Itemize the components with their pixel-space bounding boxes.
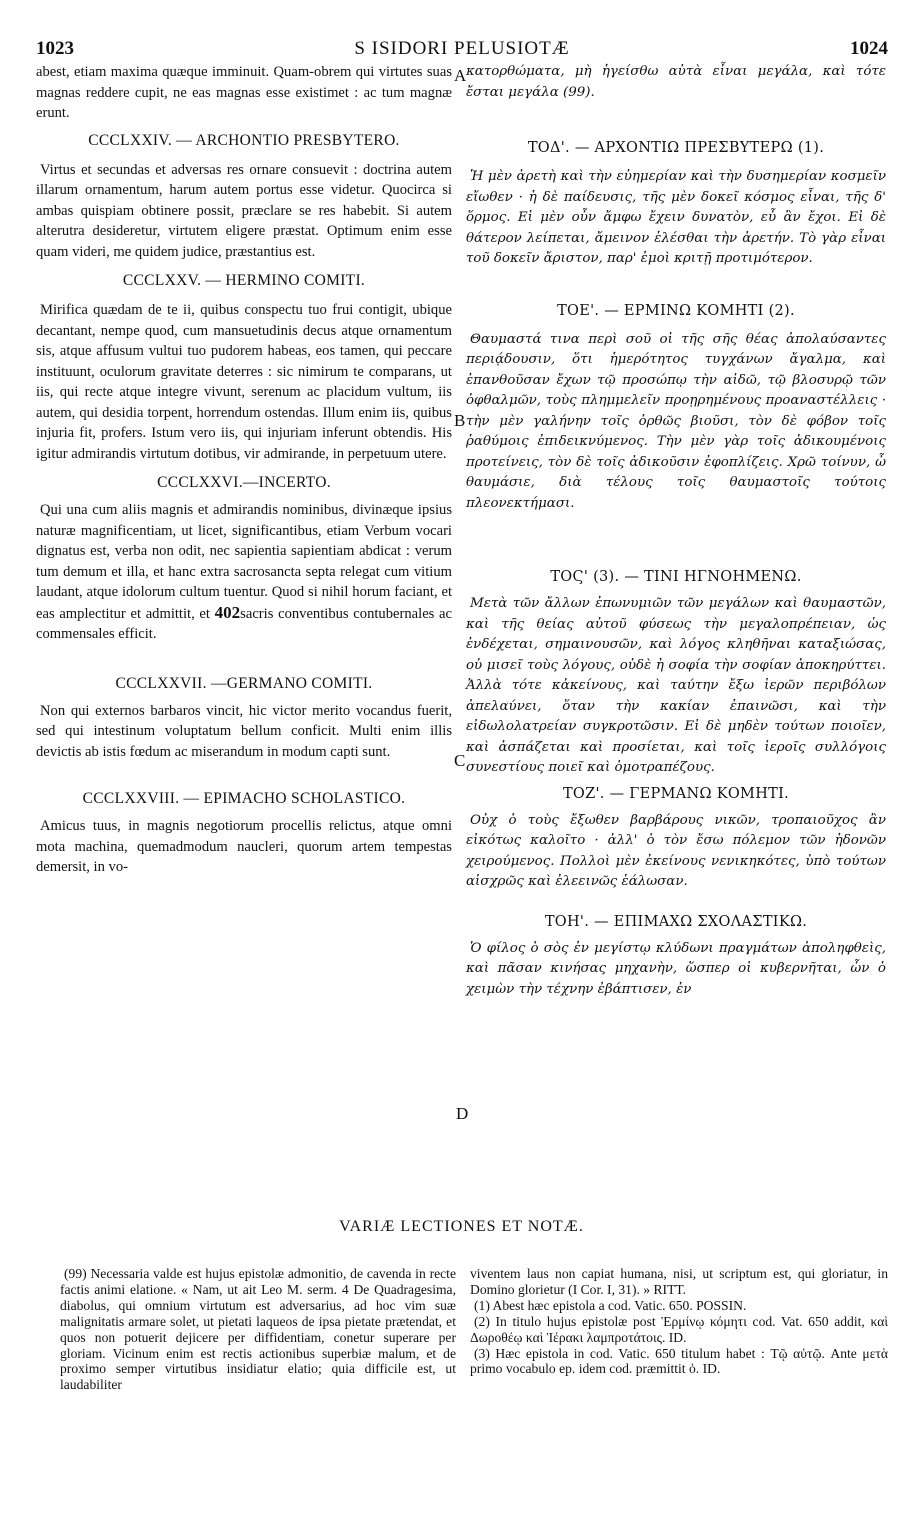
- notes-right-column: [470, 1266, 888, 1377]
- latin-letter-376-part-a: Qui una cum aliis magnis et admirandis nominibus, divinæque ipsius naturæ magnificentiam, ut licet, significantibus, etiam Verbum vocari dignatus est, verba non odit, nec sapientia sapientiam abdicat : verum tum demum et illa, et hanc extra sacrosancta septa relegat cum vitium laudant, atque idolorum cultum tuentur. Quod si nihil horum faciant, et eas amplectitur et admittit, et: [36, 502, 452, 622]
- notes-title: VARIÆ LECTIONES ET NOTÆ.: [339, 1218, 584, 1235]
- margin-letter-c: C: [454, 751, 466, 770]
- column-marker-402: 402: [214, 602, 241, 622]
- latin-column: [36, 62, 452, 878]
- latin-letter-374: Virtus et secundas et adversas res ornare consuevit : doctrina autem illarum ornamentum, harum autem portus esse videtur. Quocirca si ambas quispiam obtinere possit, præclare se res habebit. Si autem alterutra desideretur, virtutem eligere præstat. Optimum enim esse quam videri, me quidem judice, præstantius est.: [36, 161, 452, 260]
- greek-letter-375: Θαυμαστά τινα περὶ σοῦ οἱ τῆς σῆς θέας ἀπολαύσαντες περιᾴδουσιν, ὅτι ἡμερότητος τυγχάνων ἄγαλμα, καὶ ἐπανθοῦσαν ἔχων τῷ προσώπῳ τὴν αἰδῶ, τῷ βλοσυρῷ τῶν ὀφθαλμῶν, τοὺς πλημμελεῖν προῃρημένους προαναστέλλεις · τὴν μὲν γαλήνην τοῖς ὀρθῶς βιοῦσι, τὸν δὲ φόβον τοῖς ῥαθύμοις ἐπιδεικνύμενος. Τὴν μὲν γὰρ τοῖς ἀδικουμένοις προτείνεις, τὸν δὲ τοῖς ἀδικοῦσιν ἐφοπλίζεις. Χρῶ τοίνυν, ὦ θαυμάσιε, διὰ τέλους τοῖς θαυμαστοῖς τούτοις πλεονεκτήμασι.: [466, 331, 886, 511]
- latin-heading-377: CCCLXXVII. —GERMANO COMITI.: [115, 674, 373, 692]
- greek-heading-377: ΤΟΖ'. — ΓΕΡΜΑΝΩ ΚΟΜΗΤΙ.: [562, 785, 790, 802]
- note-99: (99) Necessaria valde est hujus epistolæ admonitio, de cavenda in recte factis animi elatione. « Nam, ut ait Leo M. serm. 4 De Quadragesima, diabolus, qui omnium virtutum est adversarius, ad hoc vim suæ malignitatis armare solet, ut pietati laqueos de ipsa pietate prætendat, et quos non potuerit dejicere per diffidentiam, conetur superare per gloriam. Vicinum enim est rectis actionibus superbiæ malum, et de proximo semper virtutibus insidiatur elatio; quia difficile est, ut laudabiliter: [60, 1266, 456, 1393]
- greek-letter-377: Οὐχ ὁ τοὺς ἔξωθεν βαρβάρους νικῶν, τροπαιοῦχος ἂν εἰκότως καλοῖτο · ἀλλ' ὁ τὸν ἔσω πόλεμον τῶν ἡδονῶν χειρούμενος. Πολλοὶ μὲν ἐκείνους νενικηκότες, ὑπὸ τούτων αἰσχρῶς καὶ ἐλεεινῶς ἑάλωσαν.: [466, 812, 886, 889]
- margin-letter-b: B: [454, 411, 466, 430]
- latin-letter-376: [36, 500, 452, 645]
- note-3: (3) Hæc epistola in cod. Vatic. 650 titulum habet : Τῷ αὐτῷ. Ante μετὰ primo vocabulo ep. idem cod. præmittit ὁ. ID.: [470, 1345, 888, 1377]
- latin-letter-376-part-b: sacris conventibus contubernales ac commensales efficit.: [36, 605, 452, 642]
- note-1: (1) Abest hæc epistola a cod. Vatic. 650. POSSIN.: [474, 1297, 747, 1313]
- margin-letter-d: D: [456, 1104, 469, 1123]
- latin-heading-375: CCCLXXV. — HERMINO COMITI.: [122, 272, 366, 289]
- latin-letter-375: Mirifica quædam de te ii, quibus conspectu tuo frui contigit, ubique decantant, nempe quod, cum mansuetudinis decus atque ornamentum sis, atque affusum vultui tuo pudorem habeas, eos tamen, qui peccare instituunt, oculorum gravitate deterres : sic nimirum te comparans, ut iis, qui recte atque integre vivunt, serenum ac placidum vultum, iis autem, qui desidia torpent, horrendum ostendas. Illum enim iis, quibus injuria fit, profers. Istum vero iis, qui injuriam inferunt obtendis. His igitur admirandis virtutum dotibus, vir admirande, in perpetuum utere.: [36, 302, 452, 462]
- greek-heading-374: ΤΟΔ'. — ΑΡΧΟΝΤΙΩ ΠΡΕΣΒΥΤΕΡΩ (1).: [527, 140, 825, 156]
- latin-heading-378: CCCLXXVIII. — EPIMACHO SCHOLASTICO.: [82, 790, 406, 807]
- note-99-continued: viventem laus non capiat humana, nisi, ut scriptum est, qui gloriatur, in Domino glorietur (I Cor. I, 31). » RITT.: [470, 1266, 888, 1297]
- greek-heading-378: ΤΟΗ'. — ΕΠΙΜΑΧΩ ΣΧΟΛΑΣΤΙΚΩ.: [544, 913, 808, 930]
- page-header: [28, 38, 896, 62]
- running-title: S ISIDORI PELUSIOTÆ: [354, 38, 570, 59]
- greek-intro: κατορθώματα, μὴ ἡγείσθω αὐτὰ εἶναι μεγάλα, καὶ τότε ἔσται μεγάλα (99).: [466, 64, 886, 100]
- latin-letter-378: Amicus tuus, in magnis negotiorum procellis relictus, atque omni mota machina, quemadmodum naucleri, quorum artem tempestas demersit, in vo-: [36, 818, 452, 875]
- margin-letter-a: A: [454, 66, 467, 85]
- greek-letter-374: Ἡ μὲν ἀρετὴ καὶ τὴν εὐημερίαν καὶ τὴν δυσημερίαν κοσμεῖν εἴωθεν · ἡ δὲ παίδευσις, τῆς μὲν δοκεῖ κόσμος εἶναι, τῆς δ' ὅρμος. Εἰ μὲν οὖν ἄμφω ἔχειν δυνατὸν, εὖ ἂν ἔχοι. Εἰ δὲ θάτερον λείπεται, ἄμεινον ἑλέσθαι τὴν ἀρετήν. Τὸ γὰρ εἶναι τοῦ δοκεῖν ἄριστον, παρ' ἐμοὶ κριτῇ προτιμότερον.: [466, 169, 886, 266]
- latin-letter-377: Non qui externos barbaros vincit, hic victor merito vocandus fuerit, sed qui intestinum voluptatum bellum conficit. Multi enim illis devictis ab istis fœdum ac miserandum in modum capti sunt.: [36, 702, 452, 760]
- greek-letter-376: Μετὰ τῶν ἄλλων ἐπωνυμιῶν τῶν μεγάλων καὶ θαυμαστῶν, καὶ τῆς θείας αὐτοῦ φύσεως τὴν μεγαλοπρέπειαν, ὡς ἐνδέχεται, σημαινουσῶν, καὶ λόγος κληθῆναι καταξιώσας, οὐ μισεῖ τοὺς λόγους, οὐδὲ ἡ σοφία τὴν σοφίαν ἀποκηρύττει. Ἀλλὰ τότε κἀκείνους, καὶ ταύτην ἔξω ἱερῶν περιβόλων ἀπελαύνει, ὅταν τὴν κακίαν ἐπαινῶσι, καὶ τὴν εἰδωλολατρείαν συγκροτῶσιν. Εἰ δὲ μηδὲν τούτων ποιοῖεν, καὶ ἀσπάζεται καὶ προσίεται, καὶ τοῖς ἱεροῖς συλλόγοις συνεστίους ποιεῖ καὶ ὁμοτραπέζους.: [466, 596, 886, 775]
- notes-left-column: [60, 1266, 456, 1393]
- greek-heading-376: ΤΟϚ' (3). — ΤΙΝΙ ΗΓΝΟΗΜΕΝΩ.: [550, 569, 802, 585]
- greek-letter-378: Ὁ φίλος ὁ σὸς ἐν μεγίστῳ κλύδωνι πραγμάτων ἀποληφθεὶς, καὶ πᾶσαν κινήσας μηχανὴν, ὥσπερ οἱ κυβερνῆται, ὧν ὁ χειμὼν τὴν τέχνην ἐβάπτισεν, ἐν: [466, 940, 886, 997]
- page-number-left: 1023: [36, 38, 74, 59]
- latin-heading-374: CCCLXXIV. — ARCHONTIO PRESBYTERO.: [88, 131, 400, 149]
- latin-intro: abest, etiam maxima quæque imminuit. Quam-obrem qui virtutes suas magnas reddere cupit, ne eas magnas esse existimet : ac tum magnæ erunt.: [36, 64, 452, 121]
- page-number-right: 1024: [850, 38, 888, 59]
- greek-heading-375: ΤΟΕ'. — ΕΡΜΙΝΩ ΚΟΜΗΤΙ (2).: [557, 302, 795, 319]
- latin-heading-376: CCCLXXVI.—INCERTO.: [157, 474, 331, 491]
- note-2: (2) In titulo hujus epistolæ post Ἑρμίνῳ κόμητι cod. Vat. 650 addit, καὶ Δωροθέῳ καὶ Ἱέρακι λαμπροτάτοις. ID.: [470, 1313, 888, 1345]
- greek-column: [466, 62, 886, 1000]
